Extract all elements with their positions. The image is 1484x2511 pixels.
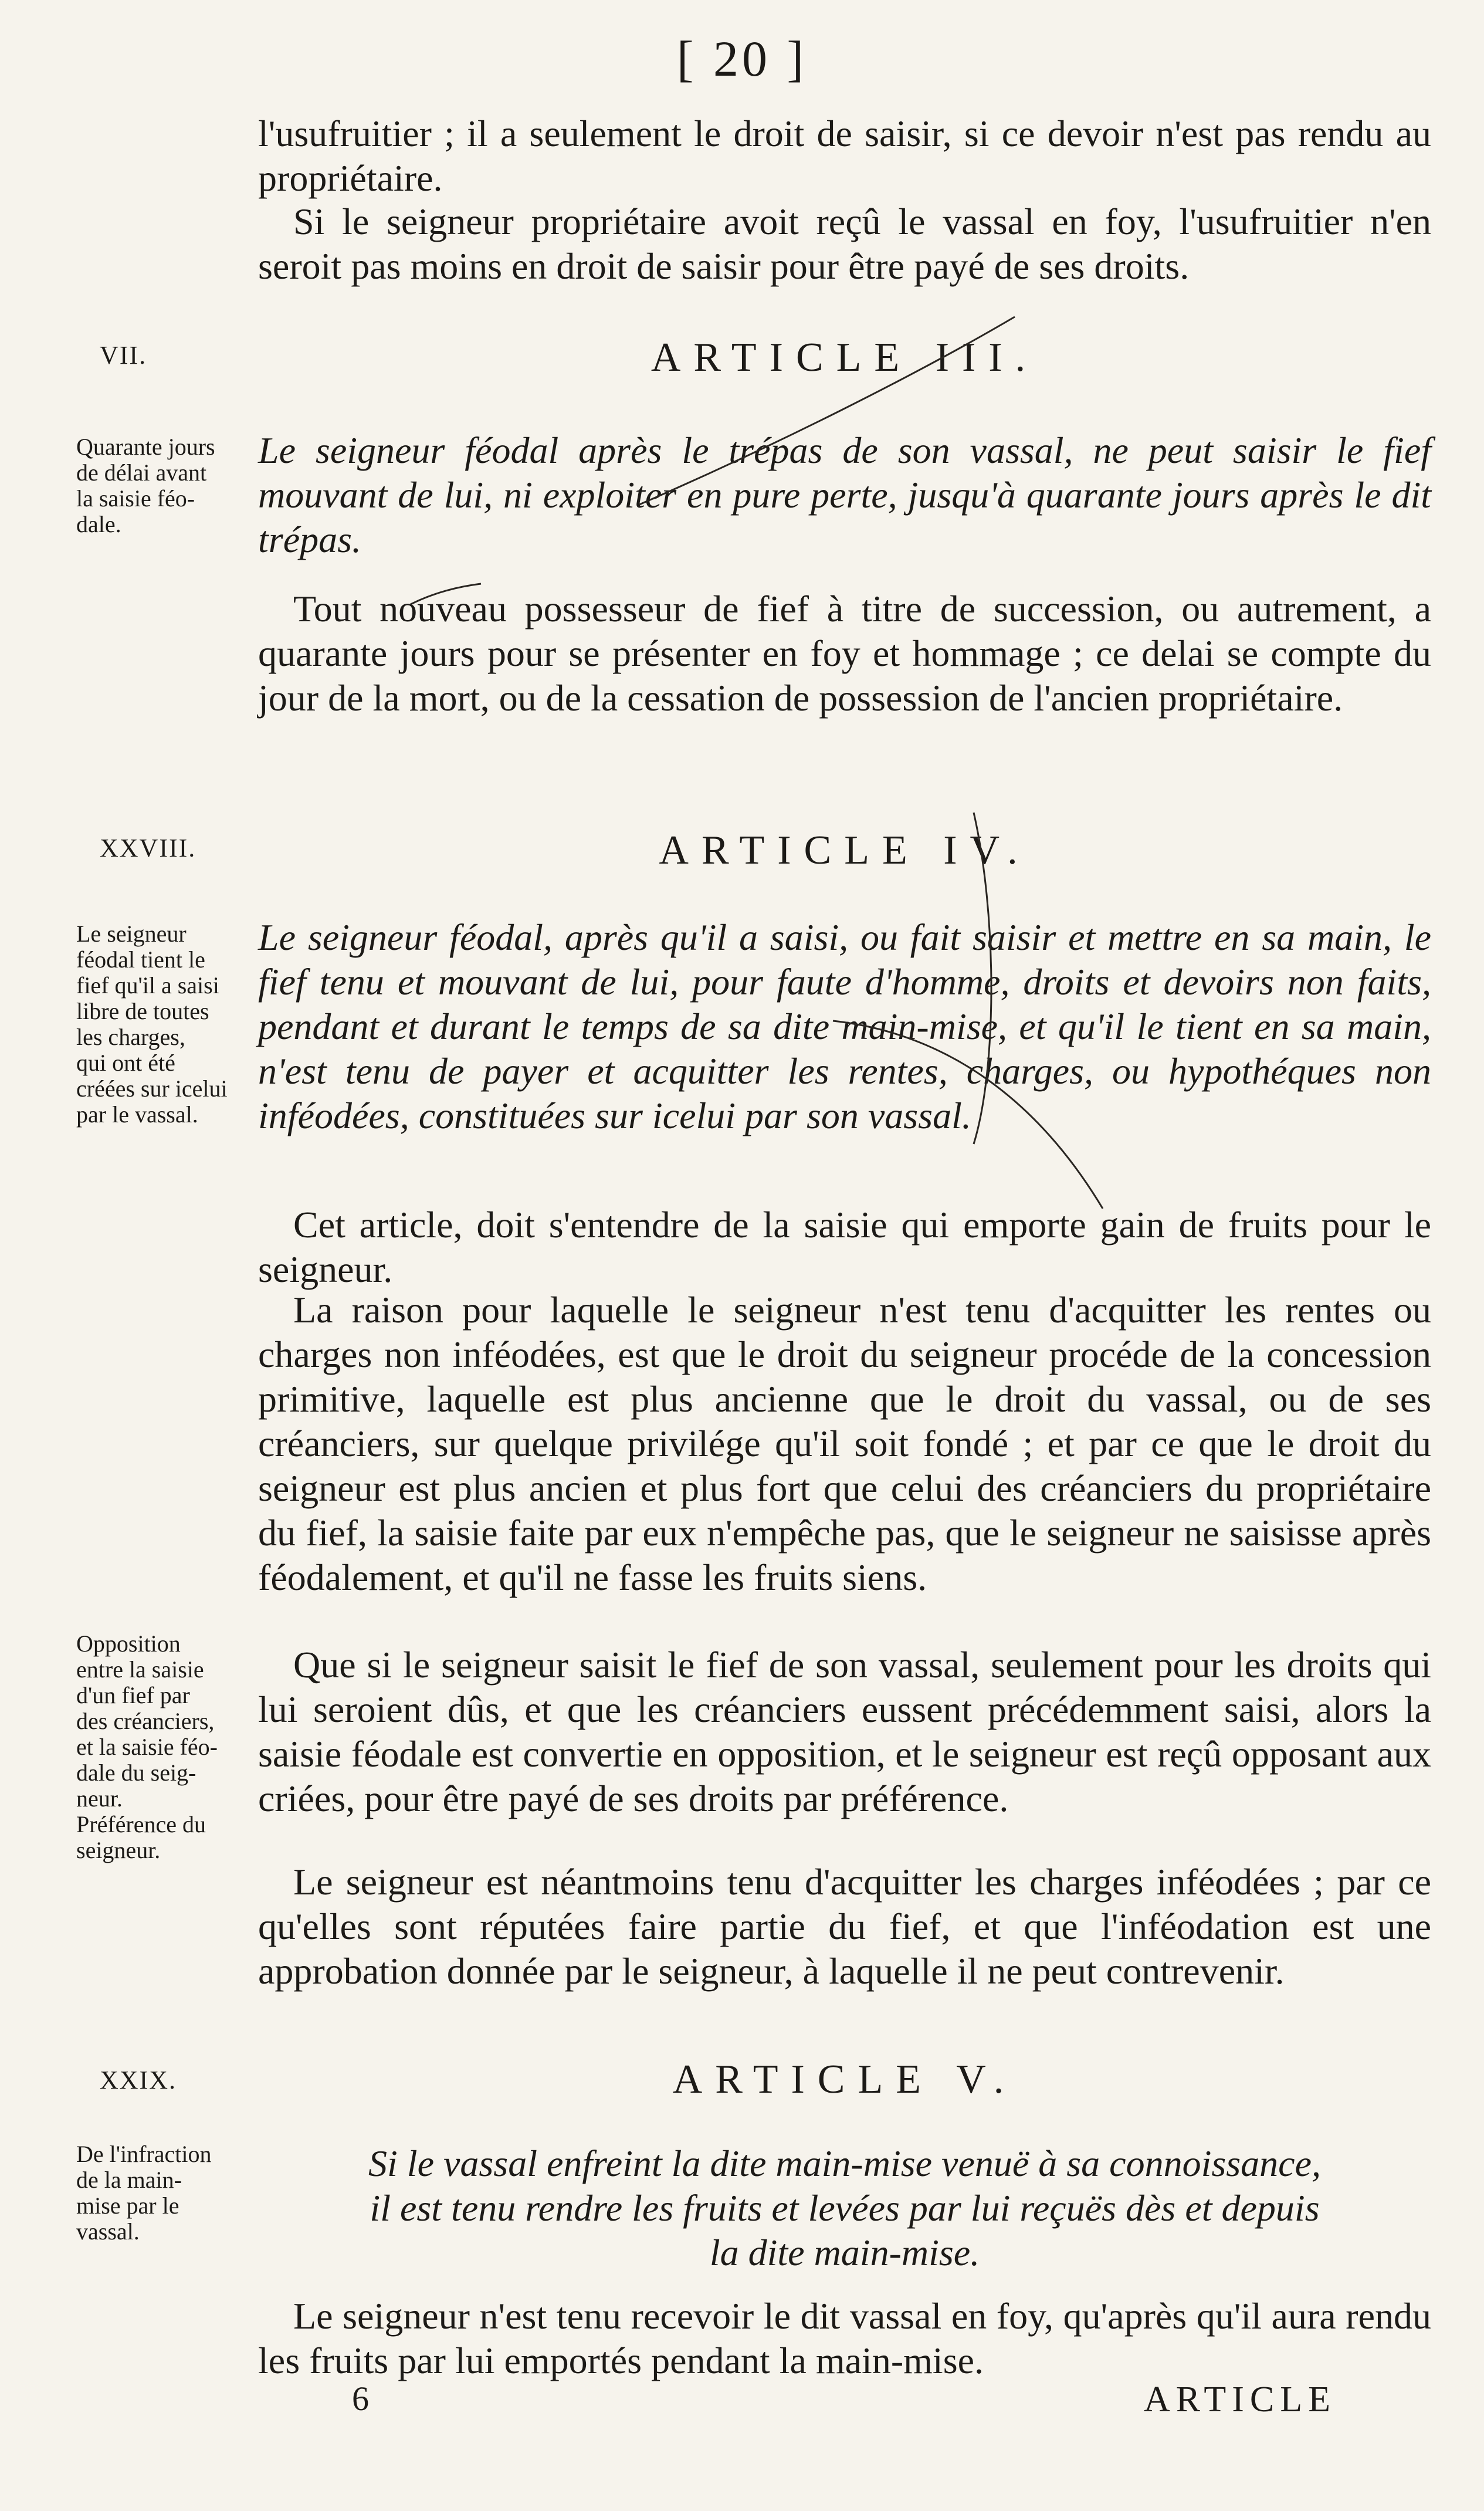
article-4-commentary-3: Que si le seigneur saisit le fief de son vassal, seulement pour les droits qui lui seroient dûs, et que les créanciers eussent précédemment saisi, alors la saisie féodale est convertie en opposition, et le seigneur est reçû opposant aux criées, pour être payé de ses droits par préférence. — [258, 1644, 1431, 1819]
article-3-old-number: VII. — [100, 341, 147, 370]
margin-note-line: Le seigneur — [76, 921, 187, 947]
page-number: [ 20 ] — [676, 31, 808, 87]
usufruit-paragraph: Si le seigneur propriétaire avoit reçû le vassal en foy, l'usufruitier n'en seroit pas moins en droit de saisir pour être payé de ses droits. — [258, 201, 1431, 287]
article-3-text: Le seigneur féodal après le trépas de son vassal, ne peut saisir le fief mouvant de lui, ni exploiter en pure perte, jusqu'à quarante jours après le dit trépas. — [258, 429, 1431, 560]
article-4-commentary-1: Cet article, doit s'entendre de la saisie qui emporte gain de fruits pour le seigneur. — [258, 1204, 1431, 1290]
catchword: ARTICLE — [1144, 2380, 1337, 2419]
article-5-commentary: Le seigneur n'est tenu recevoir le dit vassal en foy, qu'après qu'il aura rendu les fruits par lui emportés pendant la main-mise. — [258, 2295, 1431, 2381]
article-4-commentary-4: Le seigneur est néantmoins tenu d'acquitter les charges inféodées ; par ce qu'elles sont réputées faire partie du fief, et que l'inféodation est une approbation donnée par le seigneur, à laquelle il ne peut contrevenir. — [258, 1861, 1431, 1992]
margin-note-line: d'un fief par — [76, 1682, 190, 1708]
margin-note-line: seigneur. — [76, 1837, 161, 1863]
margin-note-line: féodal tient le — [76, 946, 205, 973]
article-4-margin-note — [76, 921, 252, 1128]
article-5-margin-note — [76, 2141, 252, 2245]
article-4-old-number: XXVIII. — [100, 834, 196, 862]
margin-note-line: et la saisie féo- — [76, 1734, 218, 1760]
article-4-title: ARTICLE IV. — [659, 828, 1031, 873]
margin-note-line: Quarante jours — [76, 434, 215, 460]
continuation-paragraph: l'usufruitier ; il a seulement le droit de saisir, si ce devoir n'est pas rendu au propriétaire. — [258, 113, 1431, 199]
article-3-margin-note — [76, 434, 252, 537]
margin-note-line: qui ont été — [76, 1050, 175, 1076]
margin-note-line: entre la saisie — [76, 1656, 204, 1683]
article-4-margin-note-2 — [76, 1631, 252, 1863]
article-5-title: ARTICLE V. — [672, 2057, 1017, 2102]
margin-note-line: fief qu'il a saisi — [76, 972, 219, 999]
article-5-old-number: XXIX. — [100, 2066, 177, 2094]
margin-note-line: libre de toutes — [76, 998, 209, 1024]
margin-note-line: des créanciers, — [76, 1708, 215, 1734]
margin-note-line: la saisie féo- — [76, 485, 195, 512]
article-4-commentary-2: La raison pour laquelle le seigneur n'est tenu d'acquitter les rentes ou charges non inféodées, est que le droit du seigneur procéde de la concession primitive, laquelle est plus ancienne que le droit du vassal, ou de ses créanciers, sur quelque privilége qu'il soit fondé ; et par ce que le droit du seigneur est plus ancien et plus fort que celui des créanciers du propriétaire du fief, la saisie faite par eux n'empêche pas, que le seigneur ne saisisse après féodalement, et qu'il ne fasse les fruits siens. — [258, 1289, 1431, 1598]
margin-note-line: Préférence du — [76, 1811, 206, 1837]
article-3-title: ARTICLE III. — [650, 335, 1039, 380]
margin-note-line: dale. — [76, 511, 121, 537]
margin-note-line: De l'infraction — [76, 2141, 212, 2167]
margin-note-line: par le vassal. — [76, 1101, 198, 1128]
article-3-commentary: Tout nouveau possesseur de fief à titre de succession, ou autrement, a quarante jours pour se présenter en foy et hommage ; ce delai se compte du jour de la mort, ou de la cessation de possession de l'ancien propriétaire. — [258, 588, 1431, 719]
margin-note-line: neur. — [76, 1785, 123, 1812]
margin-note-line: de la main- — [76, 2167, 182, 2193]
margin-note-line: vassal. — [76, 2218, 140, 2245]
margin-note-line: mise par le — [76, 2192, 179, 2219]
margin-note-line: de délai avant — [76, 459, 207, 486]
article-5-text-line: il est tenu rendre les fruits et levées par lui reçuës dès et depuis — [370, 2187, 1320, 2229]
article-5-text-line: la dite main-mise. — [709, 2232, 980, 2273]
margin-note-line: dale du seig- — [76, 1759, 196, 1786]
article-5-text — [258, 2141, 1431, 2275]
margin-note-line: Opposition — [76, 1630, 181, 1657]
article-4-text: Le seigneur féodal, après qu'il a saisi, ou fait saisir et mettre en sa main, le fief tenu et mouvant de lui, pour faute d'homme, droits et devoirs non faits, pendant et durant le temps de sa dite main-mise, et qu'il le tient en sa main, n'est tenu de payer et acquitter les rentes, charges, ou hypothéques non inféodées, constituées sur icelui par son vassal. — [258, 916, 1431, 1136]
margin-note-line: les charges, — [76, 1024, 185, 1050]
signature-mark: 6 — [352, 2380, 369, 2418]
margin-note-line: créées sur icelui — [76, 1075, 228, 1102]
article-5-text-line: Si le vassal enfreint la dite main-mise venuë à sa connoissance, — [368, 2143, 1321, 2184]
